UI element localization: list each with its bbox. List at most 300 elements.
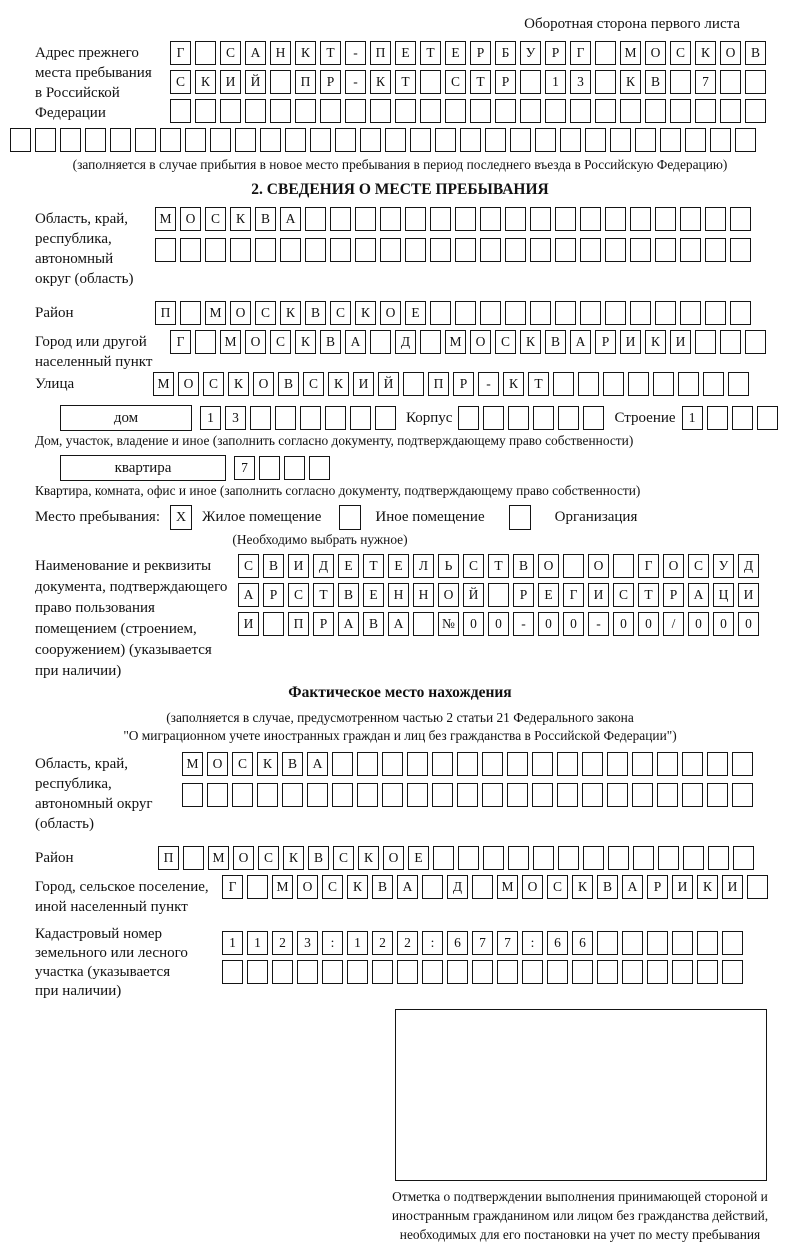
char-cell[interactable]: А	[345, 330, 366, 354]
char-cell[interactable]: М	[272, 875, 293, 899]
char-cell[interactable]: 1	[222, 931, 243, 955]
char-cell[interactable]	[505, 301, 526, 325]
char-cell[interactable]: П	[295, 70, 316, 94]
char-cell[interactable]: Р	[513, 583, 534, 607]
char-cell[interactable]	[730, 207, 751, 231]
char-cell[interactable]: 1	[247, 931, 268, 955]
char-cell[interactable]	[532, 783, 553, 807]
char-cell[interactable]: Н	[270, 41, 291, 65]
char-cell[interactable]	[535, 128, 556, 152]
char-cell[interactable]: Д	[738, 554, 759, 578]
char-cell[interactable]	[482, 783, 503, 807]
char-cell[interactable]	[657, 752, 678, 776]
char-cell[interactable]	[580, 207, 601, 231]
char-cell[interactable]	[707, 406, 728, 430]
char-cell[interactable]: Т	[313, 583, 334, 607]
char-cell[interactable]: Е	[363, 583, 384, 607]
char-cell[interactable]	[632, 752, 653, 776]
char-cell[interactable]	[628, 372, 649, 396]
fact-city-row[interactable]	[222, 875, 772, 899]
char-cell[interactable]	[578, 372, 599, 396]
char-cell[interactable]: С	[205, 207, 226, 231]
char-cell[interactable]: С	[258, 846, 279, 870]
char-cell[interactable]: №	[438, 612, 459, 636]
char-cell[interactable]: 6	[547, 931, 568, 955]
char-cell[interactable]: Т	[320, 41, 341, 65]
char-cell[interactable]: С	[255, 301, 276, 325]
char-cell[interactable]: Е	[405, 301, 426, 325]
char-cell[interactable]: С	[495, 330, 516, 354]
char-cell[interactable]: А	[570, 330, 591, 354]
char-cell[interactable]	[603, 372, 624, 396]
char-cell[interactable]: Р	[313, 612, 334, 636]
char-cell[interactable]	[583, 406, 604, 430]
char-cell[interactable]	[605, 207, 626, 231]
char-cell[interactable]	[170, 99, 191, 123]
char-cell[interactable]: К	[295, 41, 316, 65]
char-cell[interactable]	[720, 99, 741, 123]
char-cell[interactable]: 0	[613, 612, 634, 636]
char-cell[interactable]	[555, 301, 576, 325]
char-cell[interactable]	[658, 846, 679, 870]
char-cell[interactable]	[635, 128, 656, 152]
char-cell[interactable]	[220, 99, 241, 123]
prev-address-row-2[interactable]	[170, 70, 770, 94]
char-cell[interactable]	[672, 960, 693, 984]
char-cell[interactable]	[730, 301, 751, 325]
char-cell[interactable]	[413, 612, 434, 636]
char-cell[interactable]	[60, 128, 81, 152]
char-cell[interactable]	[570, 99, 591, 123]
char-cell[interactable]	[583, 846, 604, 870]
char-cell[interactable]	[630, 207, 651, 231]
char-cell[interactable]: О	[538, 554, 559, 578]
char-cell[interactable]: Ц	[713, 583, 734, 607]
prev-address-row-3[interactable]	[170, 99, 770, 123]
char-cell[interactable]	[533, 846, 554, 870]
char-cell[interactable]: Р	[495, 70, 516, 94]
char-cell[interactable]	[563, 554, 584, 578]
char-cell[interactable]: О	[720, 41, 741, 65]
prev-address-row-1[interactable]	[170, 41, 770, 65]
char-cell[interactable]: К	[280, 301, 301, 325]
char-cell[interactable]	[508, 406, 529, 430]
char-cell[interactable]: О	[297, 875, 318, 899]
char-cell[interactable]	[480, 207, 501, 231]
char-cell[interactable]	[259, 456, 280, 480]
char-cell[interactable]: Н	[413, 583, 434, 607]
prev-address-row-4[interactable]	[10, 128, 790, 152]
char-cell[interactable]	[722, 960, 743, 984]
char-cell[interactable]	[560, 128, 581, 152]
char-cell[interactable]	[355, 207, 376, 231]
char-cell[interactable]: С	[270, 330, 291, 354]
char-cell[interactable]: О	[645, 41, 666, 65]
char-cell[interactable]	[160, 128, 181, 152]
char-cell[interactable]	[325, 406, 346, 430]
char-cell[interactable]	[510, 128, 531, 152]
char-cell[interactable]: М	[153, 372, 174, 396]
char-cell[interactable]: А	[397, 875, 418, 899]
char-cell[interactable]	[457, 783, 478, 807]
char-cell[interactable]	[735, 128, 756, 152]
char-cell[interactable]: Е	[408, 846, 429, 870]
char-cell[interactable]	[557, 783, 578, 807]
char-cell[interactable]	[430, 207, 451, 231]
char-cell[interactable]	[272, 960, 293, 984]
char-cell[interactable]	[472, 960, 493, 984]
char-cell[interactable]	[403, 372, 424, 396]
char-cell[interactable]	[485, 128, 506, 152]
char-cell[interactable]	[332, 752, 353, 776]
char-cell[interactable]: 6	[572, 931, 593, 955]
char-cell[interactable]: 2	[372, 931, 393, 955]
char-cell[interactable]	[397, 960, 418, 984]
char-cell[interactable]	[745, 99, 766, 123]
char-cell[interactable]: :	[422, 931, 443, 955]
char-cell[interactable]	[520, 70, 541, 94]
char-cell[interactable]: Д	[313, 554, 334, 578]
char-cell[interactable]: В	[372, 875, 393, 899]
char-cell[interactable]	[330, 207, 351, 231]
char-cell[interactable]	[447, 960, 468, 984]
char-cell[interactable]	[260, 128, 281, 152]
char-cell[interactable]: В	[545, 330, 566, 354]
char-cell[interactable]: К	[520, 330, 541, 354]
char-cell[interactable]	[585, 128, 606, 152]
char-cell[interactable]: 2	[397, 931, 418, 955]
char-cell[interactable]	[670, 99, 691, 123]
city-row[interactable]	[170, 330, 770, 354]
char-cell[interactable]	[655, 301, 676, 325]
char-cell[interactable]: И	[620, 330, 641, 354]
char-cell[interactable]: О	[233, 846, 254, 870]
char-cell[interactable]	[195, 99, 216, 123]
char-cell[interactable]: С	[445, 70, 466, 94]
char-cell[interactable]	[672, 931, 693, 955]
char-cell[interactable]	[370, 330, 391, 354]
char-cell[interactable]	[733, 846, 754, 870]
char-cell[interactable]	[522, 960, 543, 984]
char-cell[interactable]: Д	[447, 875, 468, 899]
char-cell[interactable]: -	[588, 612, 609, 636]
char-cell[interactable]: О	[245, 330, 266, 354]
char-cell[interactable]: О	[207, 752, 228, 776]
char-cell[interactable]	[622, 931, 643, 955]
char-cell[interactable]	[728, 372, 749, 396]
char-cell[interactable]	[295, 99, 316, 123]
char-cell[interactable]	[270, 99, 291, 123]
char-cell[interactable]	[247, 960, 268, 984]
char-cell[interactable]: О	[253, 372, 274, 396]
char-cell[interactable]	[185, 128, 206, 152]
char-cell[interactable]: Е	[395, 41, 416, 65]
char-cell[interactable]	[183, 846, 204, 870]
char-cell[interactable]	[630, 301, 651, 325]
char-cell[interactable]	[613, 554, 634, 578]
char-cell[interactable]: 1	[347, 931, 368, 955]
char-cell[interactable]: О	[383, 846, 404, 870]
char-cell[interactable]: Р	[545, 41, 566, 65]
char-cell[interactable]: -	[345, 70, 366, 94]
char-cell[interactable]	[357, 783, 378, 807]
char-cell[interactable]	[697, 960, 718, 984]
char-cell[interactable]	[280, 238, 301, 262]
char-cell[interactable]: С	[170, 70, 191, 94]
char-cell[interactable]	[307, 783, 328, 807]
char-cell[interactable]	[455, 238, 476, 262]
char-cell[interactable]	[597, 960, 618, 984]
char-cell[interactable]	[360, 128, 381, 152]
char-cell[interactable]	[747, 875, 768, 899]
char-cell[interactable]: В	[308, 846, 329, 870]
char-cell[interactable]: П	[158, 846, 179, 870]
char-cell[interactable]	[195, 330, 216, 354]
char-cell[interactable]: Д	[395, 330, 416, 354]
char-cell[interactable]: Т	[470, 70, 491, 94]
region-row-2[interactable]	[155, 238, 755, 262]
char-cell[interactable]	[180, 301, 201, 325]
char-cell[interactable]	[657, 783, 678, 807]
char-cell[interactable]: 0	[563, 612, 584, 636]
char-cell[interactable]	[547, 960, 568, 984]
char-cell[interactable]: Е	[338, 554, 359, 578]
char-cell[interactable]: 2	[272, 931, 293, 955]
char-cell[interactable]	[420, 70, 441, 94]
char-cell[interactable]: Р	[320, 70, 341, 94]
char-cell[interactable]: К	[228, 372, 249, 396]
char-cell[interactable]	[332, 783, 353, 807]
char-cell[interactable]	[582, 783, 603, 807]
char-cell[interactable]: С	[333, 846, 354, 870]
char-cell[interactable]	[410, 128, 431, 152]
char-cell[interactable]	[85, 128, 106, 152]
char-cell[interactable]: А	[307, 752, 328, 776]
char-cell[interactable]: Р	[647, 875, 668, 899]
char-cell[interactable]: 7	[234, 456, 255, 480]
char-cell[interactable]	[432, 752, 453, 776]
char-cell[interactable]: П	[428, 372, 449, 396]
char-cell[interactable]: И	[722, 875, 743, 899]
char-cell[interactable]: М	[182, 752, 203, 776]
char-cell[interactable]	[683, 846, 704, 870]
char-cell[interactable]	[680, 238, 701, 262]
char-cell[interactable]: 0	[463, 612, 484, 636]
char-cell[interactable]: Г	[222, 875, 243, 899]
char-cell[interactable]: К	[572, 875, 593, 899]
char-cell[interactable]	[682, 752, 703, 776]
char-cell[interactable]	[697, 931, 718, 955]
char-cell[interactable]: А	[688, 583, 709, 607]
char-cell[interactable]: П	[155, 301, 176, 325]
char-cell[interactable]	[757, 406, 778, 430]
char-cell[interactable]	[470, 99, 491, 123]
char-cell[interactable]: Р	[470, 41, 491, 65]
char-cell[interactable]: Й	[463, 583, 484, 607]
char-cell[interactable]: В	[597, 875, 618, 899]
char-cell[interactable]	[395, 99, 416, 123]
char-cell[interactable]: О	[438, 583, 459, 607]
char-cell[interactable]: В	[363, 612, 384, 636]
char-cell[interactable]	[135, 128, 156, 152]
char-cell[interactable]	[230, 238, 251, 262]
char-cell[interactable]	[305, 207, 326, 231]
char-cell[interactable]: Т	[488, 554, 509, 578]
char-cell[interactable]	[557, 752, 578, 776]
char-cell[interactable]	[695, 99, 716, 123]
char-cell[interactable]: Н	[388, 583, 409, 607]
char-cell[interactable]: С	[670, 41, 691, 65]
char-cell[interactable]: Г	[563, 583, 584, 607]
char-cell[interactable]: Т	[363, 554, 384, 578]
char-cell[interactable]: О	[180, 207, 201, 231]
char-cell[interactable]	[607, 752, 628, 776]
char-cell[interactable]	[195, 41, 216, 65]
char-cell[interactable]	[745, 330, 766, 354]
char-cell[interactable]: О	[588, 554, 609, 578]
char-cell[interactable]	[335, 128, 356, 152]
char-cell[interactable]	[685, 128, 706, 152]
char-cell[interactable]: М	[620, 41, 641, 65]
char-cell[interactable]	[622, 960, 643, 984]
char-cell[interactable]: Т	[420, 41, 441, 65]
char-cell[interactable]	[647, 931, 668, 955]
char-cell[interactable]	[330, 238, 351, 262]
char-cell[interactable]: А	[280, 207, 301, 231]
char-cell[interactable]	[630, 238, 651, 262]
char-cell[interactable]	[707, 752, 728, 776]
char-cell[interactable]	[708, 846, 729, 870]
char-cell[interactable]	[207, 783, 228, 807]
char-cell[interactable]	[257, 783, 278, 807]
char-cell[interactable]	[558, 406, 579, 430]
char-cell[interactable]: Г	[570, 41, 591, 65]
char-cell[interactable]	[235, 128, 256, 152]
char-cell[interactable]	[678, 372, 699, 396]
char-cell[interactable]	[553, 372, 574, 396]
char-cell[interactable]	[582, 752, 603, 776]
char-cell[interactable]: И	[738, 583, 759, 607]
char-cell[interactable]	[533, 406, 554, 430]
char-cell[interactable]: В	[645, 70, 666, 94]
char-cell[interactable]	[580, 301, 601, 325]
char-cell[interactable]	[595, 70, 616, 94]
char-cell[interactable]	[355, 238, 376, 262]
char-cell[interactable]	[695, 330, 716, 354]
char-cell[interactable]	[530, 207, 551, 231]
char-cell[interactable]: Р	[595, 330, 616, 354]
apartment-type-input[interactable]: квартира	[60, 455, 226, 481]
char-cell[interactable]	[645, 99, 666, 123]
char-cell[interactable]	[432, 783, 453, 807]
char-cell[interactable]	[405, 207, 426, 231]
char-cell[interactable]: Л	[413, 554, 434, 578]
char-cell[interactable]: Г	[638, 554, 659, 578]
char-cell[interactable]	[310, 128, 331, 152]
char-cell[interactable]	[720, 330, 741, 354]
char-cell[interactable]: Е	[538, 583, 559, 607]
char-cell[interactable]: М	[497, 875, 518, 899]
char-cell[interactable]	[375, 406, 396, 430]
char-cell[interactable]	[250, 406, 271, 430]
char-cell[interactable]	[222, 960, 243, 984]
char-cell[interactable]	[610, 128, 631, 152]
char-cell[interactable]	[545, 99, 566, 123]
char-cell[interactable]	[309, 456, 330, 480]
korpus-cells[interactable]	[458, 406, 608, 430]
char-cell[interactable]	[722, 931, 743, 955]
char-cell[interactable]	[372, 960, 393, 984]
char-cell[interactable]: К	[503, 372, 524, 396]
char-cell[interactable]: С	[688, 554, 709, 578]
char-cell[interactable]: И	[672, 875, 693, 899]
char-cell[interactable]	[320, 99, 341, 123]
char-cell[interactable]	[345, 99, 366, 123]
char-cell[interactable]: В	[255, 207, 276, 231]
char-cell[interactable]: А	[622, 875, 643, 899]
street-row[interactable]	[153, 372, 753, 396]
char-cell[interactable]: Р	[263, 583, 284, 607]
char-cell[interactable]: И	[238, 612, 259, 636]
char-cell[interactable]	[703, 372, 724, 396]
char-cell[interactable]: Ь	[438, 554, 459, 578]
char-cell[interactable]: :	[522, 931, 543, 955]
char-cell[interactable]	[530, 301, 551, 325]
char-cell[interactable]: Т	[638, 583, 659, 607]
char-cell[interactable]	[347, 960, 368, 984]
char-cell[interactable]: Е	[445, 41, 466, 65]
char-cell[interactable]: :	[322, 931, 343, 955]
char-cell[interactable]	[284, 456, 305, 480]
char-cell[interactable]: 3	[297, 931, 318, 955]
char-cell[interactable]: А	[238, 583, 259, 607]
char-cell[interactable]: И	[353, 372, 374, 396]
char-cell[interactable]: И	[288, 554, 309, 578]
char-cell[interactable]: А	[245, 41, 266, 65]
char-cell[interactable]: М	[208, 846, 229, 870]
char-cell[interactable]	[480, 238, 501, 262]
char-cell[interactable]	[270, 70, 291, 94]
char-cell[interactable]	[255, 238, 276, 262]
char-cell[interactable]: С	[322, 875, 343, 899]
char-cell[interactable]	[580, 238, 601, 262]
char-cell[interactable]	[680, 207, 701, 231]
char-cell[interactable]	[407, 783, 428, 807]
char-cell[interactable]	[433, 846, 454, 870]
char-cell[interactable]: -	[478, 372, 499, 396]
char-cell[interactable]	[420, 330, 441, 354]
char-cell[interactable]: В	[282, 752, 303, 776]
char-cell[interactable]: К	[358, 846, 379, 870]
char-cell[interactable]	[705, 207, 726, 231]
char-cell[interactable]	[458, 406, 479, 430]
char-cell[interactable]: -	[345, 41, 366, 65]
char-cell[interactable]	[380, 207, 401, 231]
char-cell[interactable]	[558, 846, 579, 870]
char-cell[interactable]	[597, 931, 618, 955]
char-cell[interactable]: С	[288, 583, 309, 607]
char-cell[interactable]	[595, 41, 616, 65]
char-cell[interactable]: П	[288, 612, 309, 636]
district-row[interactable]	[155, 301, 755, 325]
char-cell[interactable]	[732, 406, 753, 430]
char-cell[interactable]: Е	[388, 554, 409, 578]
char-cell[interactable]	[382, 783, 403, 807]
char-cell[interactable]	[532, 752, 553, 776]
checkbox-organization[interactable]	[509, 505, 531, 530]
char-cell[interactable]: 1	[200, 406, 221, 430]
char-cell[interactable]	[110, 128, 131, 152]
